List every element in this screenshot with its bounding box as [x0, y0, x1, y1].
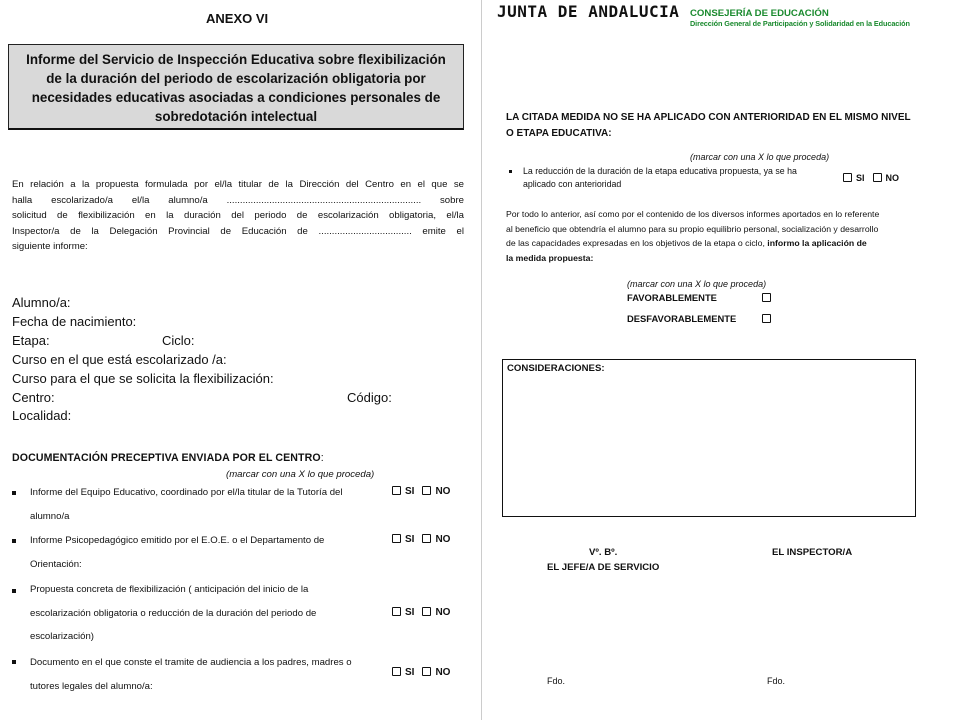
checkbox-si[interactable] [392, 486, 401, 495]
checkbox-si[interactable] [392, 667, 401, 676]
documentation-heading-colon: : [320, 452, 324, 464]
favorable-label: FAVORABLEMENTE [627, 292, 717, 303]
signature-inspector: Fdo. [767, 676, 786, 686]
mark-hint: (marcar con una X lo que proceda) [226, 469, 375, 480]
no-label: NO [885, 173, 900, 183]
si-label: SI [405, 607, 415, 618]
doc-item-line: alumno/a [30, 511, 70, 522]
doc-item-4-options [392, 667, 458, 678]
jefe-label: EL JEFE/A DE SERVICIO [547, 562, 660, 573]
mark-hint-prior: (marcar con una X lo que proceda) [690, 152, 830, 162]
si-label: SI [405, 486, 415, 497]
intro-line: Inspector/a de la Delegación Provincial de Educación de ................................... emite el [12, 225, 464, 237]
direccion-label: Dirección General de Participación y Solidaridad en la Educación [690, 19, 910, 28]
field-ciclo[interactable]: Ciclo: [162, 333, 195, 348]
si-label: SI [405, 534, 415, 545]
intro-line: halla escolarizado/a el/la alumno/a ......................................................................... sobre [12, 194, 464, 206]
consejeria-label: CONSEJERÍA DE EDUCACIÓN [690, 8, 829, 19]
consideraciones-box[interactable] [502, 359, 916, 517]
field-codigo[interactable]: Código: [347, 390, 392, 405]
checkbox-desfavorable[interactable] [762, 314, 771, 323]
checkbox-no[interactable] [873, 173, 882, 182]
si-label: SI [856, 173, 865, 183]
doc-item-3-options [392, 607, 458, 618]
prior-options [843, 173, 907, 183]
doc-item-line: Informe Psicopedagógico emitido por el E.O.E. o el Departamento de [30, 535, 325, 546]
doc-item-2-options [392, 534, 458, 545]
doc-item-line: escolarización obligatoria o reducción de la duración del periodo de [30, 608, 317, 619]
prior-heading-line: LA CITADA MEDIDA NO SE HA APLICADO CON ANTERIORIDAD EN EL MISMO NIVEL [506, 112, 911, 123]
report-line-3 [506, 236, 914, 251]
desfavorable-label: DESFAVORABLEMENTE [627, 313, 737, 324]
prior-item-line: aplicado con anterioridad [523, 179, 622, 189]
prior-item-line: La reducción de la duración de la etapa educativa propuesta, ya se ha [523, 166, 797, 176]
page-divider [481, 0, 482, 720]
field-centro[interactable]: Centro: [12, 390, 55, 405]
checkbox-si[interactable] [392, 534, 401, 543]
intro-paragraph [12, 177, 464, 255]
vb-label: Vº. Bº. [589, 547, 618, 558]
prior-item [523, 165, 797, 191]
no-label: NO [435, 607, 451, 618]
field-etapa[interactable]: Etapa: [12, 333, 50, 348]
no-label: NO [435, 534, 451, 545]
checkbox-no[interactable] [422, 667, 431, 676]
intro-line: En relación a la propuesta formulada por el/la titular de la Dirección del Centro en el que se [12, 179, 464, 190]
report-bold: informo la aplicación de [767, 238, 867, 248]
documentation-heading [12, 452, 324, 464]
field-localidad[interactable]: Localidad: [12, 408, 72, 423]
consideraciones-label: CONSIDERACIONES: [507, 363, 605, 374]
annex-label: ANEXO VI [206, 11, 269, 26]
report-title-box [8, 44, 464, 130]
no-label: NO [435, 667, 451, 678]
signature-jefe: Fdo. [547, 676, 566, 686]
checkbox-no[interactable] [422, 607, 431, 616]
report-line: Por todo lo anterior, así como por el contenido de los diversos informes aportados en lo referente [506, 209, 880, 219]
inspector-label: EL INSPECTOR/A [772, 547, 853, 558]
field-alumno[interactable]: Alumno/a: [12, 295, 71, 310]
documentation-heading-text: DOCUMENTACIÓN PRECEPTIVA ENVIADA POR EL CENTRO [12, 452, 321, 464]
intro-line: siguiente informe: [12, 241, 88, 252]
prior-heading [506, 110, 911, 142]
mark-hint-report: (marcar con una X lo que proceda) [627, 279, 767, 289]
prior-heading-line: O ETAPA EDUCATIVA: [506, 128, 612, 139]
bullet-icon [12, 589, 16, 593]
doc-item-line: Propuesta concreta de flexibilización ( anticipación del inicio de la [30, 584, 309, 595]
intro-line: solicitud de flexibilización en la duración del periodo de escolarización obligatoria, el/la [12, 210, 464, 221]
doc-item-line: Orientación: [30, 559, 82, 570]
no-label: NO [435, 486, 451, 497]
field-fecha-nacimiento[interactable]: Fecha de nacimiento: [12, 314, 137, 329]
bullet-icon [12, 539, 16, 543]
si-label: SI [405, 667, 415, 678]
report-line: de las capacidades expresadas en los objetivos de la etapa o ciclo, [506, 238, 765, 248]
doc-item-line: Informe del Equipo Educativo, coordinado por el/la titular de la Tutoría del [30, 487, 343, 498]
report-title: Informe del Servicio de Inspección Educativa sobre flexibilización de la duración del periodo de escolarización obligatoria por necesidades educativas asociadas a condiciones personales de sobredotación intelectual [26, 52, 446, 124]
checkbox-si[interactable] [392, 607, 401, 616]
checkbox-si[interactable] [843, 173, 852, 182]
doc-item-line: Documento en el que conste el tramite de audiencia a los padres, madres o [30, 657, 352, 668]
doc-item-line: escolarización) [30, 631, 94, 642]
doc-item-line: tutores legales del alumno/a: [30, 681, 153, 692]
checkbox-no[interactable] [422, 534, 431, 543]
bullet-icon [509, 170, 512, 173]
report-paragraph [506, 207, 914, 265]
checkbox-no[interactable] [422, 486, 431, 495]
bullet-icon [12, 660, 16, 664]
field-curso-solicita[interactable]: Curso para el que se solicita la flexibilización: [12, 371, 274, 386]
field-curso-actual[interactable]: Curso en el que está escolarizado /a: [12, 352, 227, 367]
checkbox-favorable[interactable] [762, 293, 771, 302]
doc-item-1-options [392, 486, 458, 497]
bullet-icon [12, 491, 16, 495]
report-line: al beneficio que obtendría el alumno para su propio equilibrio personal, socialización y desarrollo [506, 223, 879, 234]
report-bold: la medida propuesta: [506, 252, 594, 263]
junta-logo-text: JUNTA DE ANDALUCIA [497, 2, 680, 21]
